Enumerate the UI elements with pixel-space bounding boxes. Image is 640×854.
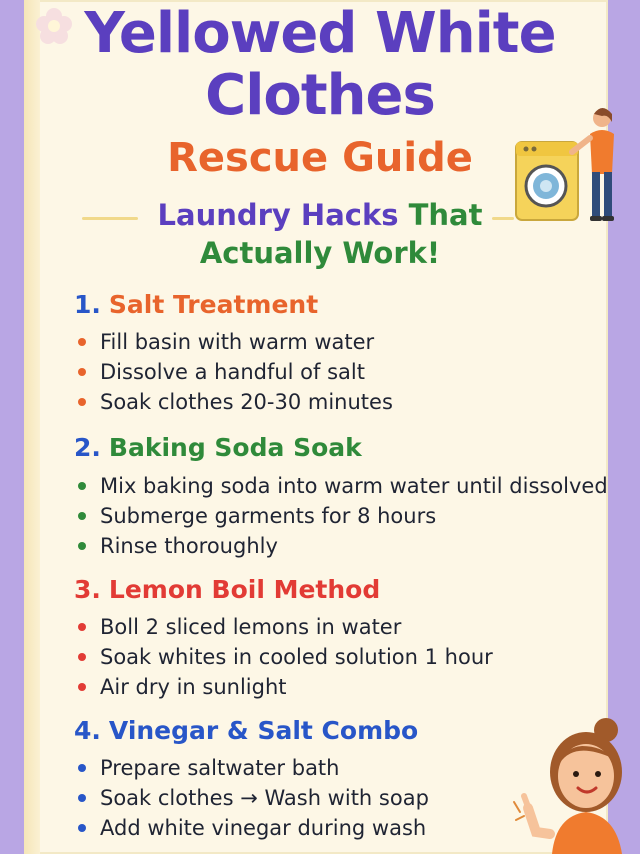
list-item: [78, 813, 429, 843]
pointing-woman-illustration: [512, 716, 640, 854]
bullet-icon: [78, 683, 86, 691]
list-item: [78, 327, 393, 357]
list-item-text: Add white vinegar during wash: [100, 816, 427, 840]
subtitle-line-2: Actually Work!: [199, 236, 441, 270]
list-item: [78, 783, 429, 813]
bullet-icon: [78, 512, 86, 520]
section-2-list: [78, 471, 608, 561]
title-line-3: Rescue Guide: [167, 135, 473, 181]
list-item: [78, 753, 429, 783]
section-2-number: 2.: [74, 433, 101, 462]
list-item: [78, 501, 608, 531]
bullet-icon: [78, 653, 86, 661]
list-item: [78, 612, 493, 642]
list-item: [78, 357, 393, 387]
list-item: [78, 531, 608, 561]
bullet-icon: [78, 398, 86, 406]
bullet-icon: [78, 764, 86, 772]
section-4-title: [74, 718, 418, 743]
bullet-icon: [78, 824, 86, 832]
bullet-icon: [78, 338, 86, 346]
subtitle-part-1: Laundry Hacks: [157, 198, 409, 232]
bullet-icon: [78, 368, 86, 376]
list-item-text: Soak whites in cooled solution 1 hour: [100, 645, 493, 669]
list-item: [78, 471, 608, 501]
bullet-icon: [78, 542, 86, 550]
section-4-list: [78, 753, 429, 843]
list-item: [78, 672, 493, 702]
list-item-text: Air dry in sunlight: [100, 675, 287, 699]
left-ribbon: [24, 0, 40, 854]
list-item-text: Submerge garments for 8 hours: [100, 504, 437, 528]
bullet-icon: [78, 482, 86, 490]
subtitle-part-2: That: [408, 198, 483, 232]
list-item-text: Soak clothes → Wash with soap: [100, 786, 429, 810]
section-3-title: [74, 577, 380, 602]
list-item-text: Mix baking soda into warm water until dissolved: [100, 474, 608, 498]
section-2-title: [74, 435, 362, 460]
section-1-heading: Salt Treatment: [108, 290, 319, 319]
section-3-list: [78, 612, 493, 702]
title-line-1: Yellowed White: [84, 1, 556, 66]
section-1-title: [74, 292, 318, 317]
list-item-text: Dissolve a handful of salt: [100, 360, 365, 384]
list-item-text: Rinse thoroughly: [100, 534, 278, 558]
bullet-icon: [78, 623, 86, 631]
section-3-number: 3.: [74, 575, 101, 604]
list-item-text: Prepare saltwater bath: [100, 756, 340, 780]
list-item-text: Soak clothes 20-30 minutes: [100, 390, 393, 414]
section-1-list: [78, 327, 393, 417]
washing-machine-woman-illustration: [512, 104, 624, 228]
list-item-text: Boll 2 sliced lemons in water: [100, 615, 402, 639]
title-line-2: Clothes: [205, 63, 435, 128]
section-4-number: 4.: [74, 716, 101, 745]
bullet-icon: [78, 794, 86, 802]
section-3-heading: Lemon Boil Method: [108, 575, 381, 604]
section-2-heading: Baking Soda Soak: [108, 433, 362, 462]
section-1-number: 1.: [74, 290, 101, 319]
list-item: [78, 642, 493, 672]
list-item-text: Fill basin with warm water: [100, 330, 375, 354]
section-4-heading: Vinegar & Salt Combo: [108, 716, 419, 745]
list-item: [78, 387, 393, 417]
